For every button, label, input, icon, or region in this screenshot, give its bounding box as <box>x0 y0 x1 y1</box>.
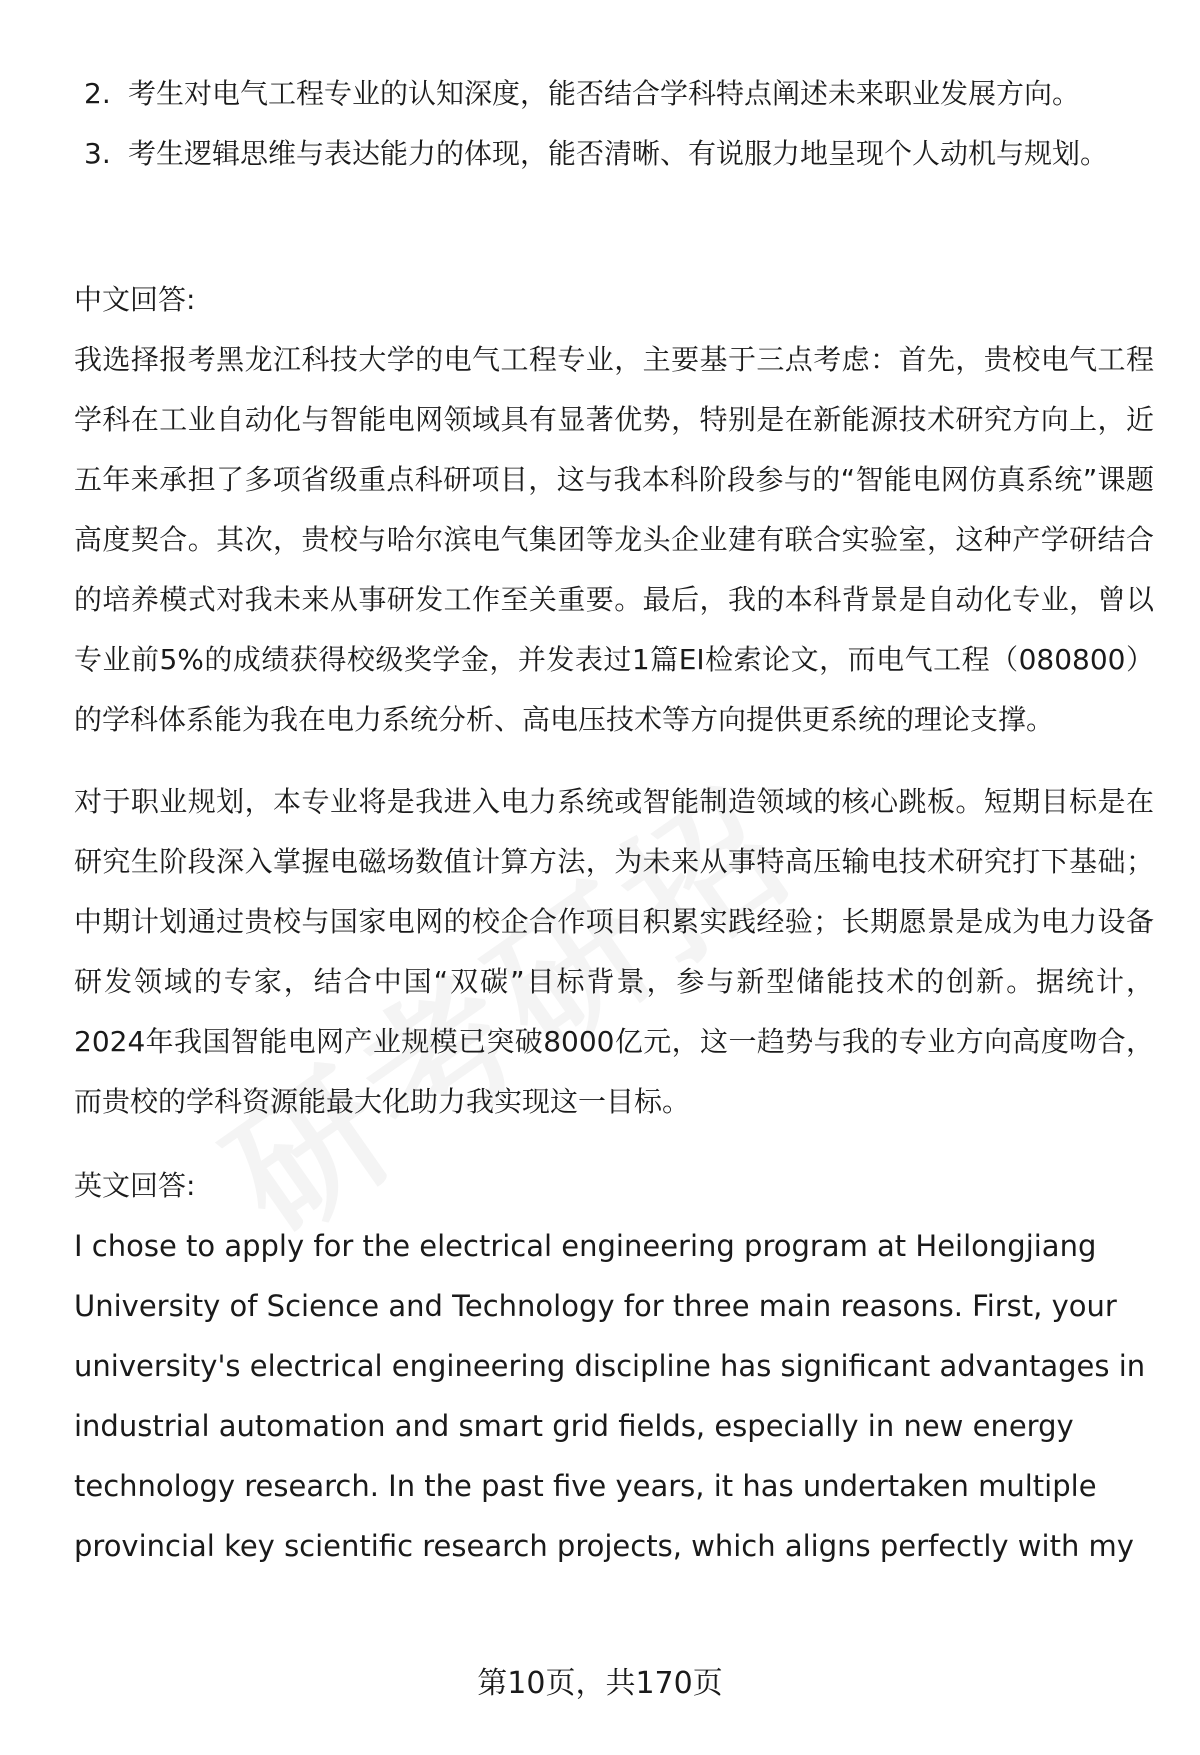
chinese-answer-paragraph-2: 对于职业规划，本专业将是我进入电力系统或智能制造领域的核心跳板。短期目标是在研究生阶段深入掌握电磁场数值计算方法，为未来从事特高压输电技术研究打下基础；中期计划通过贵校与国家电网的校企合作项目积累实践经验；长期愿景是成为电力设备研发领域的专家，结合中国“双碳”目标背景，参与新型储能技术的创新。据统计，2024年我国智能电网产业规模已突破8000亿元，这一趋势与我的专业方向高度吻合，而贵校的学科资源能最大化助力我实现这一目标。 <box>74 785 1154 1118</box>
page-number-footer: 第10页，共170页 <box>477 1666 723 1701</box>
list-item <box>74 64 1144 124</box>
list-number: 3. <box>84 137 111 170</box>
list-item <box>74 124 1144 184</box>
chinese-answer-heading: 中文回答: <box>74 283 196 316</box>
english-answer-paragraph: I chose to apply for the electrical engineering program at Heilongjiang University of Science and Technology for three main reasons. First, your university's electrical engineering discipline has significant advantages in industrial automation and smart grid fields, especially in new energy technology research. In the past five years, it has undertaken multiple provincial key scientific research projects, which aligns perfectly with my <box>74 1229 1146 1563</box>
chinese-answer-paragraph-1: 我选择报考黑龙江科技大学的电气工程专业，主要基于三点考虑：首先，贵校电气工程学科在工业自动化与智能电网领域具有显著优势，特别是在新能源技术研究方向上，近五年来承担了多项省级重点科研项目，这与我本科阶段参与的“智能电网仿真系统”课题高度契合。其次，贵校与哈尔滨电气集团等龙头企业建有联合实验室，这种产学研结合的培养模式对我未来从事研发工作至关重要。最后，我的本科背景是自动化专业，曾以专业前5%的成绩获得校级奖学金，并发表过1篇EI检索论文，而电气工程（080800）的学科体系能为我在电力系统分析、高电压技术等方向提供更系统的理论支撑。 <box>74 343 1154 736</box>
list-number: 2. <box>84 77 111 110</box>
answer-content <box>74 270 1154 1598</box>
list-text: 考生逻辑思维与表达能力的体现，能否清晰、有说服力地呈现个人动机与规划。 <box>128 137 1109 170</box>
criteria-list <box>74 64 1144 184</box>
english-answer-heading: 英文回答: <box>74 1169 196 1202</box>
list-text: 考生对电气工程专业的认知深度，能否结合学科特点阐述未来职业发展方向。 <box>128 77 1081 110</box>
